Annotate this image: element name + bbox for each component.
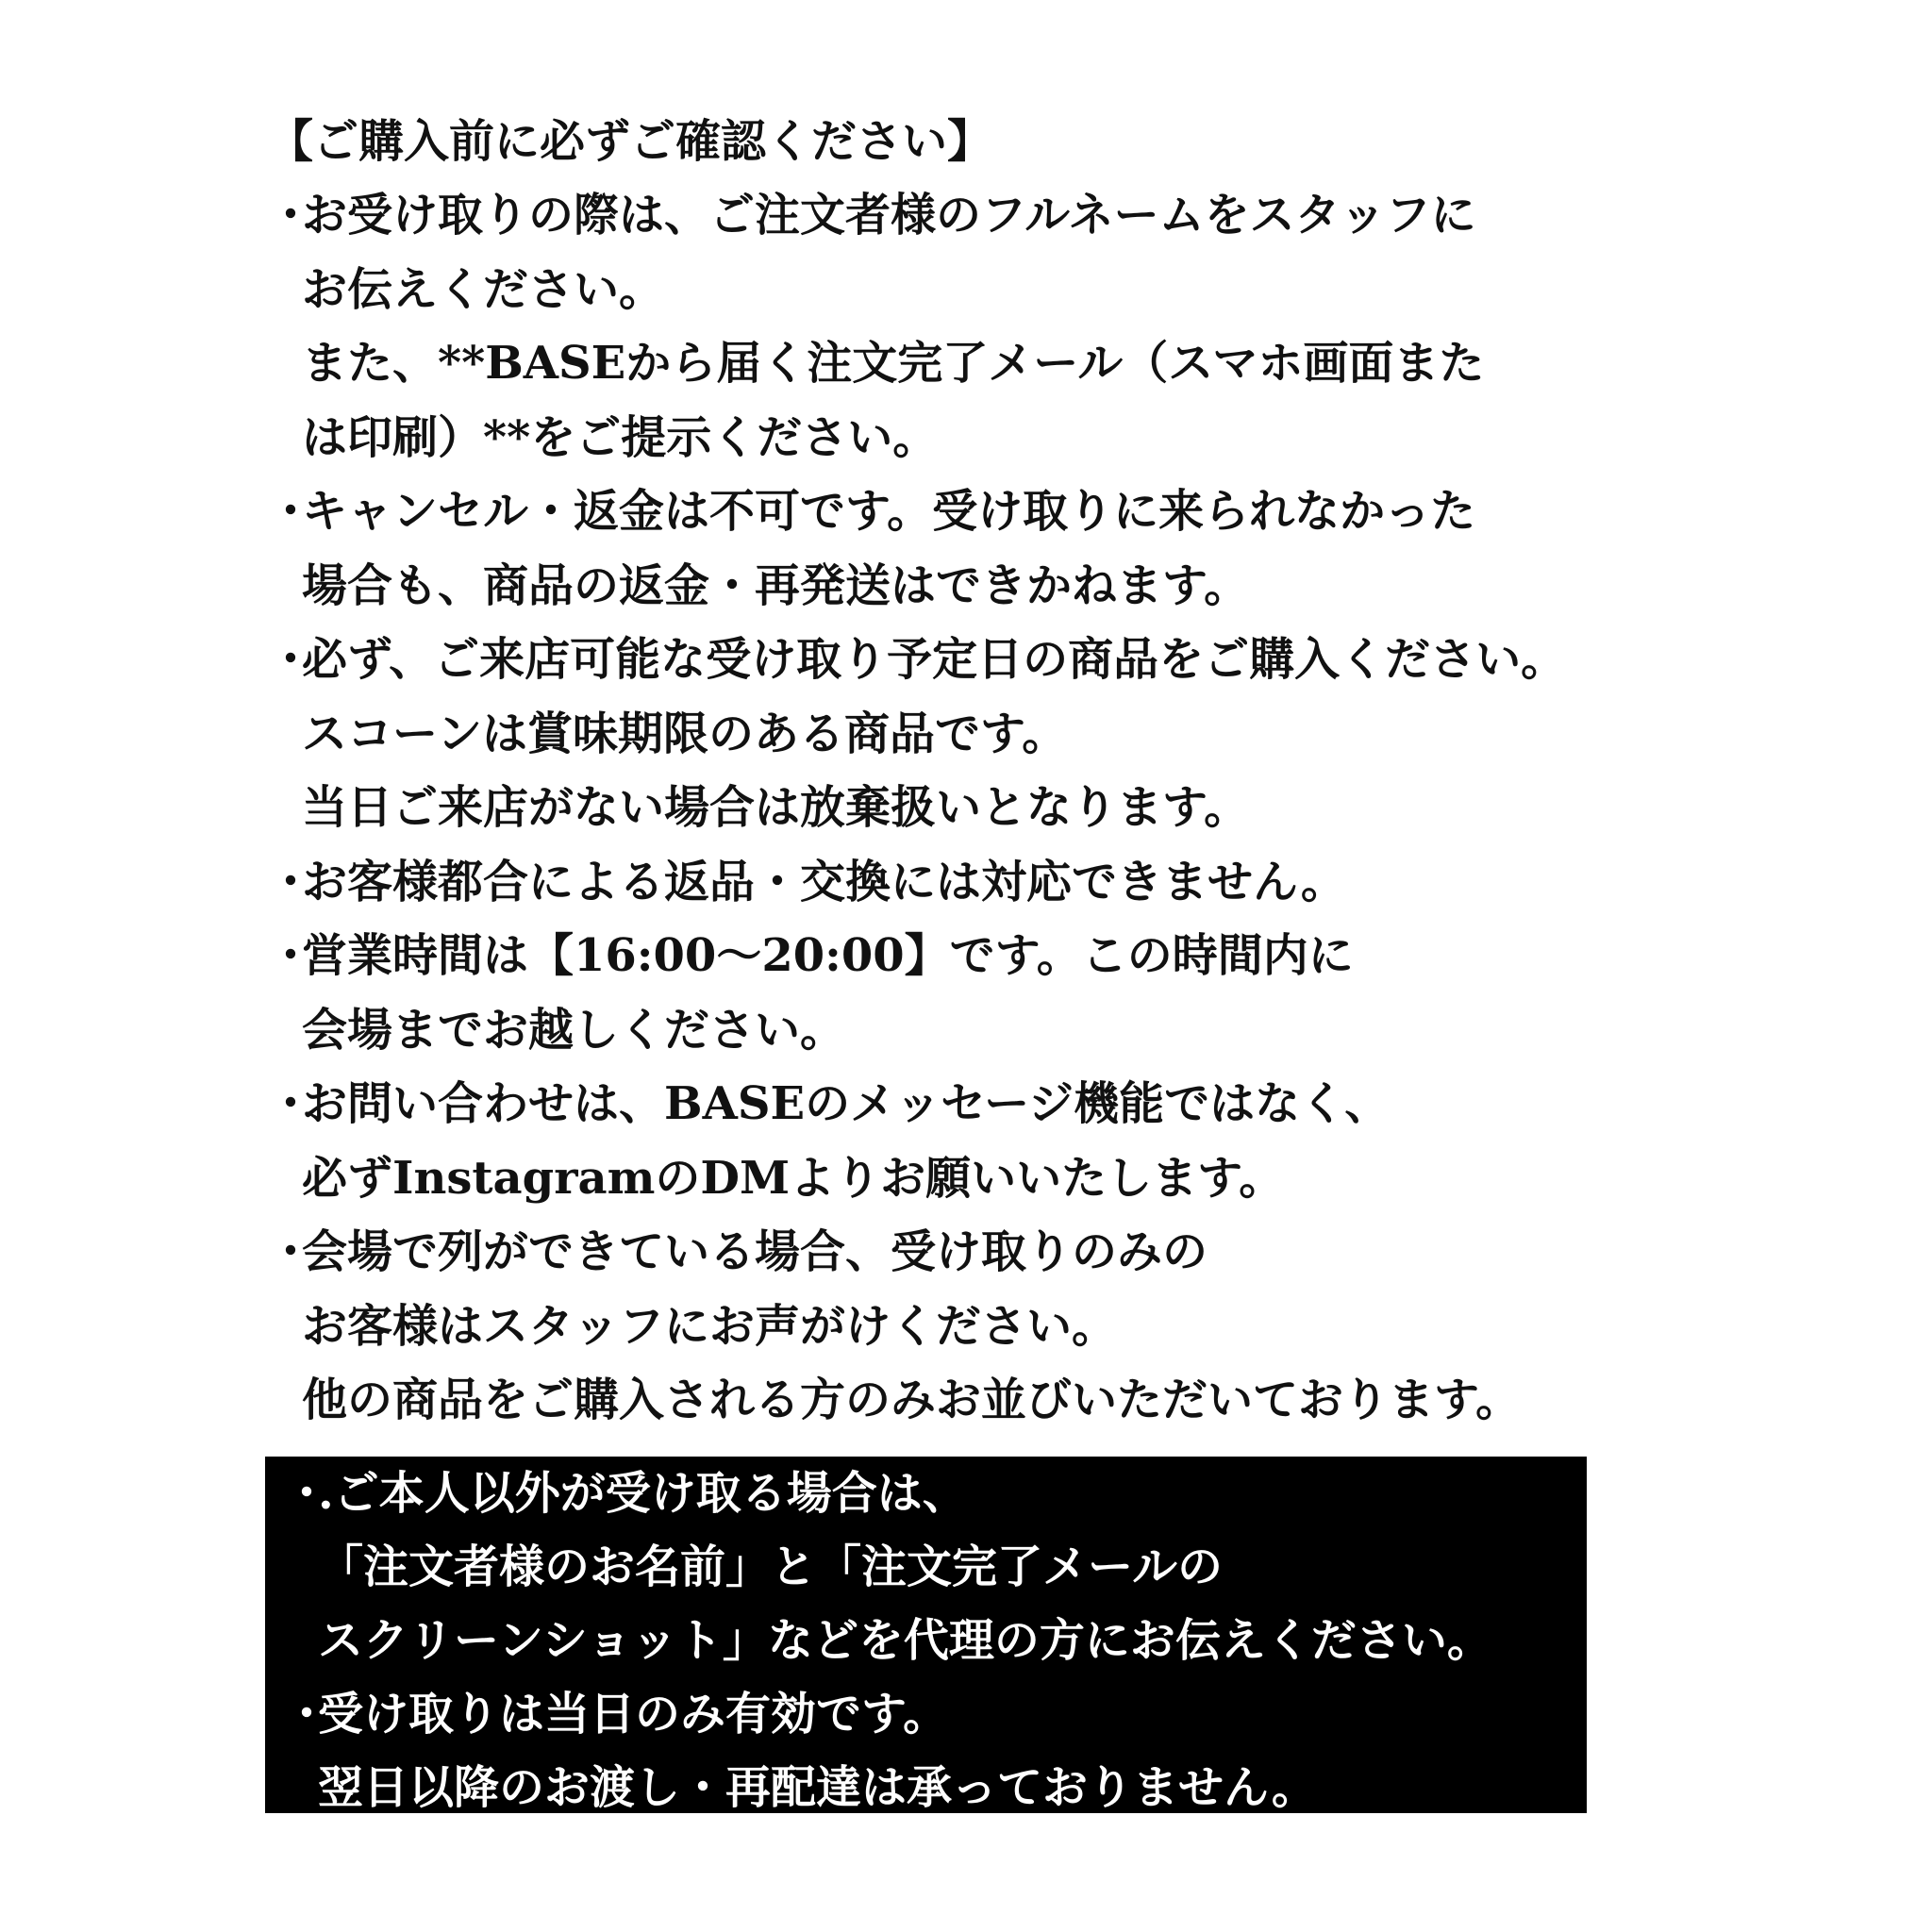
list-item-line bbox=[268, 1067, 1566, 1141]
list-item-line bbox=[268, 475, 1566, 549]
highlight-item-line: 翌日以降のお渡し・再配達は承っておりません。 bbox=[318, 1761, 1317, 1814]
list-item-text: 会場で列ができている場合、受け取りのみの bbox=[302, 1225, 1208, 1278]
list-item-text: 営業時間は【16:00〜20:00】です。この時間内に bbox=[302, 929, 1354, 982]
list-item-line: 場合も、商品の返金・再発送はできかねます。 bbox=[302, 558, 1250, 612]
list-item-text: キャンセル・返金は不可です。受け取りに来られなかった bbox=[302, 485, 1476, 538]
highlight-item-line: スクリーンショット」などを代理の方にお伝えください。 bbox=[318, 1614, 1492, 1667]
notice-list bbox=[268, 178, 1566, 1438]
list-item-text: お客様都合による返品・交換には対応できません。 bbox=[302, 855, 1346, 908]
bullet-mark: ・ bbox=[268, 929, 314, 982]
highlight-item-line: 「注文者様のお名前」と「注文完了メールの bbox=[318, 1541, 1224, 1593]
highlight-notice-list bbox=[284, 1457, 1492, 1824]
list-item-line: お客様はスタッフにお声がけください。 bbox=[302, 1299, 1118, 1353]
highlight-item-line bbox=[284, 1677, 1492, 1751]
list-item-line: 当日ご来店がない場合は放棄扱いとなります。 bbox=[302, 781, 1250, 834]
list-item-line bbox=[268, 623, 1566, 697]
bullet-mark: ・ bbox=[268, 633, 314, 686]
list-item-text: 必ず、ご来店可能な受け取り予定日の商品をご購入ください。 bbox=[302, 633, 1567, 686]
highlight-item-text: 受け取りは当日のみ有効です。 bbox=[318, 1688, 949, 1740]
list-item-text: お問い合わせは、BASEのメッセージ機能ではなく、 bbox=[302, 1077, 1391, 1130]
highlight-notice-box bbox=[265, 1457, 1587, 1813]
bullet-mark: ・ bbox=[268, 1077, 314, 1130]
highlight-item-text: .ご本人以外が受け取る場合は、 bbox=[318, 1467, 968, 1520]
list-item-line: 会場までお越しください。 bbox=[302, 1003, 846, 1057]
highlight-item-line bbox=[284, 1457, 1492, 1530]
notice-heading: 【ご購入前に必ずご確認ください】 bbox=[268, 115, 993, 168]
bullet-mark: ・ bbox=[268, 855, 314, 908]
list-item-line: また、**BASEから届く注文完了メール（スマホ画面また bbox=[302, 337, 1485, 390]
list-item-line: 必ずInstagramのDMよりお願いいたします。 bbox=[302, 1151, 1285, 1205]
list-item-line bbox=[268, 845, 1566, 920]
list-item-line: お伝えください。 bbox=[302, 262, 665, 316]
bullet-mark: ・ bbox=[268, 189, 314, 242]
bullet-mark: ・ bbox=[268, 485, 314, 538]
bullet-mark: ・ bbox=[284, 1688, 330, 1740]
list-item-line: 他の商品をご購入される方のみお並びいただいております。 bbox=[302, 1374, 1522, 1426]
list-item-line bbox=[268, 1215, 1566, 1290]
list-item-line: スコーンは賞味期限のある商品です。 bbox=[302, 707, 1068, 760]
list-item-line: は印刷）**をご提示ください。 bbox=[302, 410, 939, 464]
bullet-mark: ・ bbox=[268, 1225, 314, 1278]
list-item-text: お受け取りの際は、ご注文者様のフルネームをスタッフに bbox=[302, 189, 1476, 242]
bullet-mark: ・ bbox=[284, 1467, 330, 1520]
list-item-line bbox=[268, 178, 1566, 253]
list-item-line bbox=[268, 919, 1566, 993]
